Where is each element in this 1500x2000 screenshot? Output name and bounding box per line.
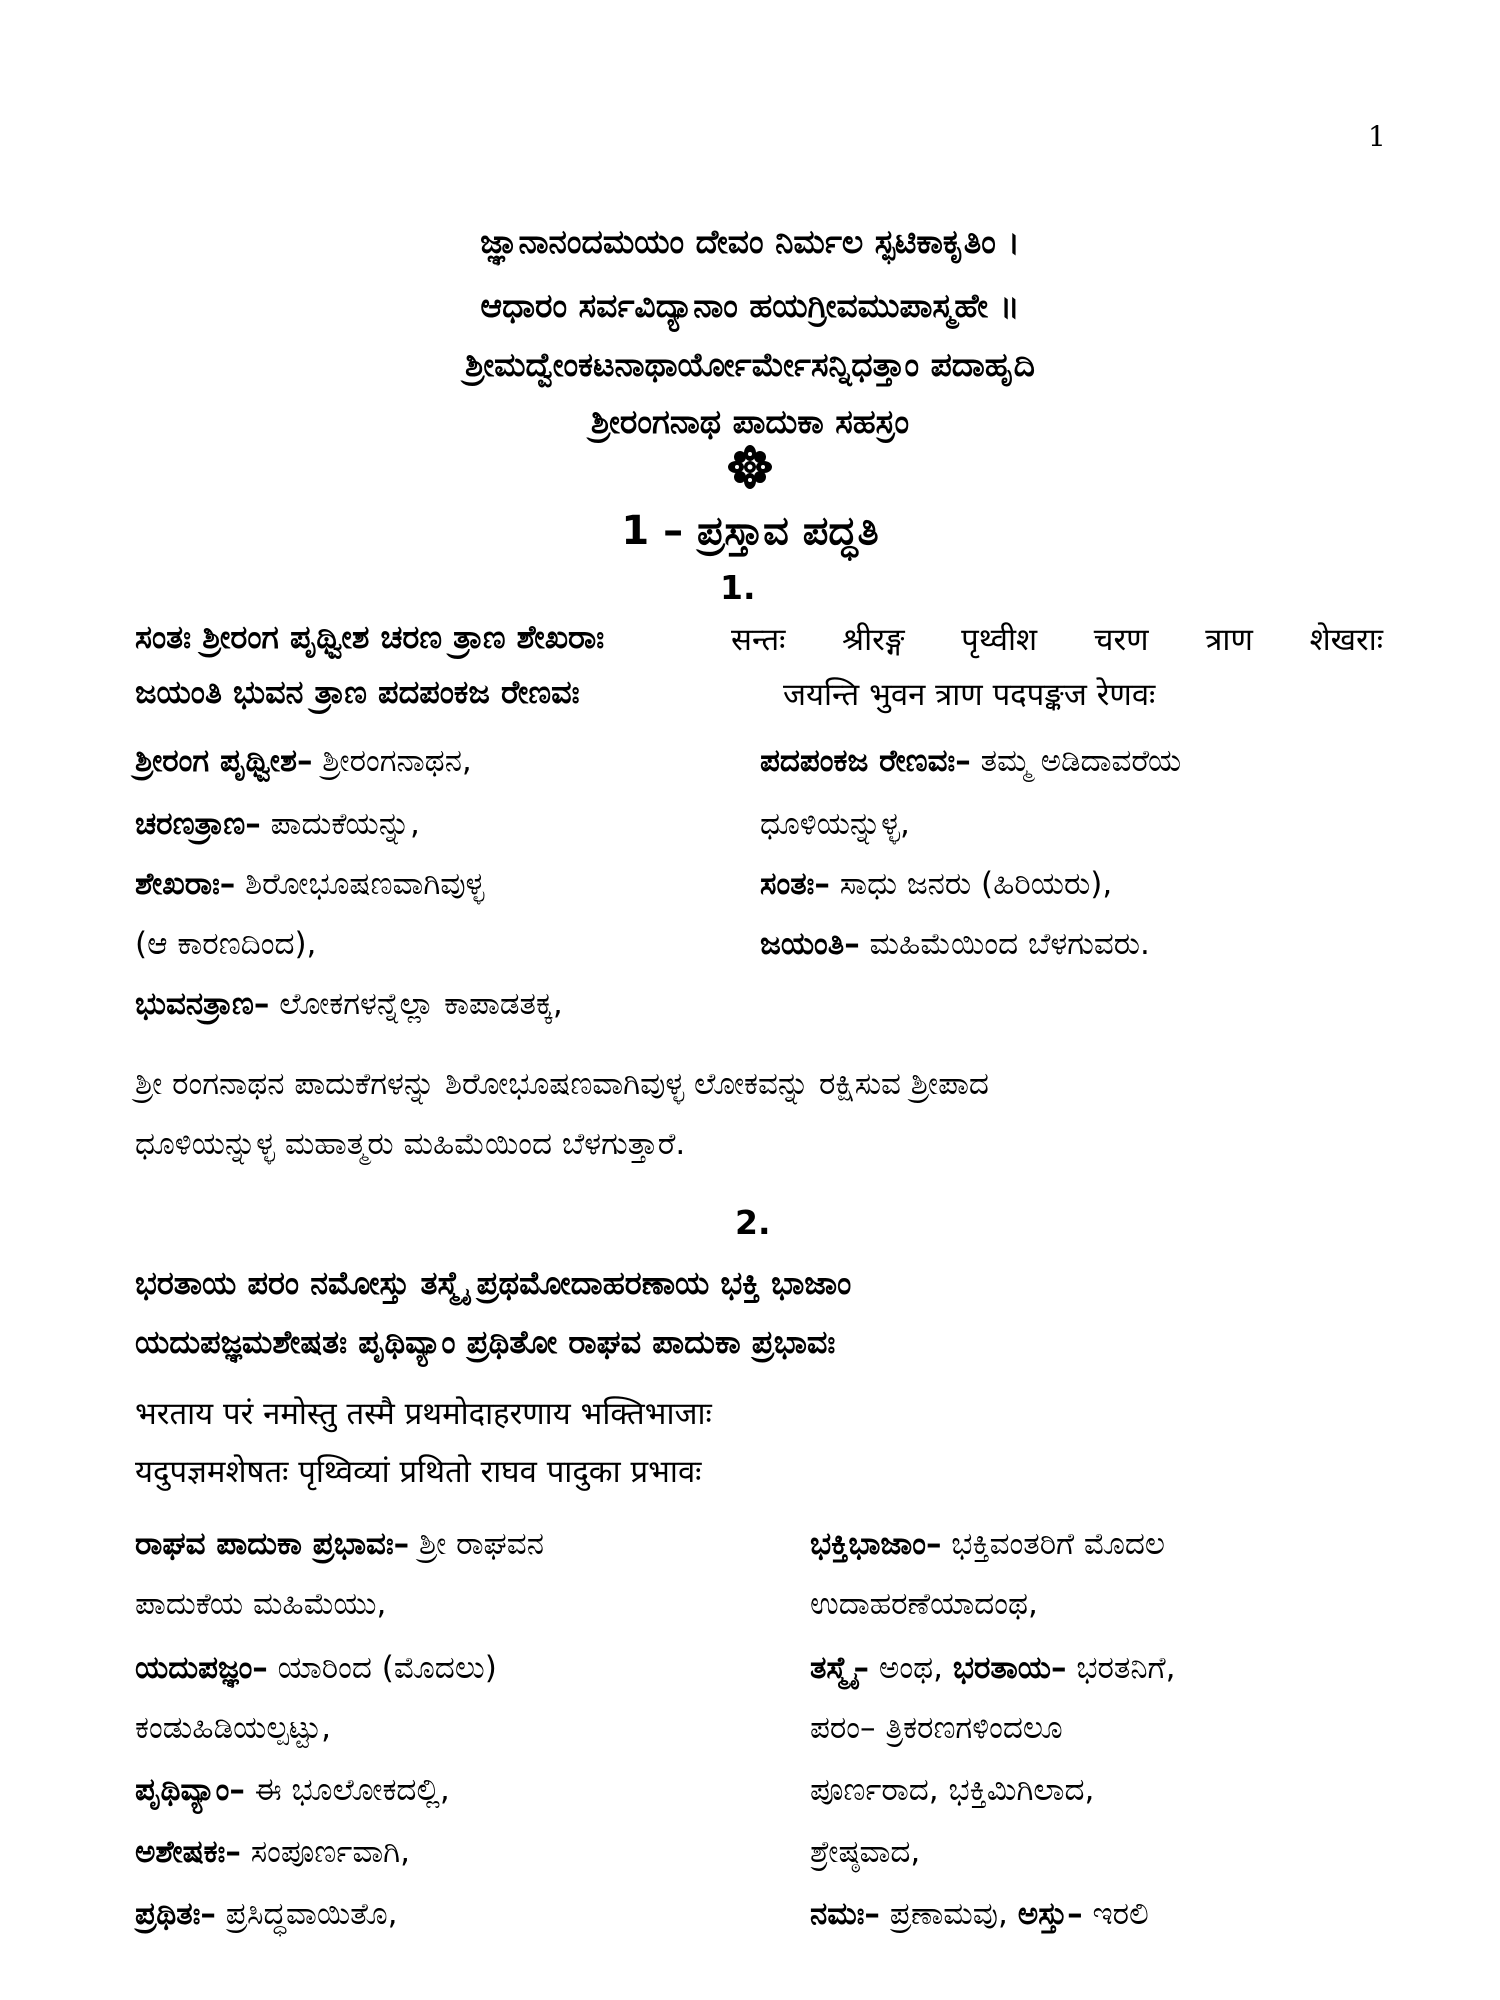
gloss-term: ಪೃಥಿವ್ಯಾಂ– xyxy=(135,1772,245,1808)
verse-2-devanagari-line-2: यदुपज्ञमशेषतः पृथ्विव्यां प्रथितो राघव पादुका प्रभावः xyxy=(135,1454,702,1490)
flower-ornament-icon xyxy=(728,445,772,489)
verse-2-gloss-right-6 xyxy=(810,1834,920,1871)
gloss-term: ಶ್ರೀರಂಗ ಪೃಥ್ವೀಶ– xyxy=(135,743,313,779)
gloss-text: ಧೂಳಿಯನ್ನುಳ್ಳ, xyxy=(760,806,910,842)
gloss-term: ಯದುಪಜ್ಞಂ– xyxy=(135,1650,268,1686)
gloss-text: ಪ್ರಣಾಮವು, xyxy=(879,1896,1018,1932)
gloss-text: ಮಹಿಮೆಯಿಂದ ಬೆಳಗುವರು. xyxy=(859,926,1150,962)
verse-2-gloss-right-1 xyxy=(810,1526,1165,1563)
verse-2-number: 2. xyxy=(735,1203,771,1242)
verse-1-kannada-line-2: ಜಯಂತಿ ಭುವನ ತ್ರಾಣ ಪದಪಂಕಜ ರೇಣವಃ xyxy=(135,673,580,711)
gloss-term: ಅಶೇಷಕಃ– xyxy=(135,1834,241,1870)
verse-2-gloss-left-5 xyxy=(135,1772,450,1809)
gloss-text: ಶಿರೋಭೂಷಣವಾಗಿವುಳ್ಳ xyxy=(235,866,485,902)
gloss-text: ಉದಾಹರಣೆಯಾದಂಥ, xyxy=(810,1586,1038,1622)
verse-1-gloss-right-4 xyxy=(760,926,1150,963)
gloss-text: ಶ್ರೇಷ್ಠವಾದ, xyxy=(810,1834,921,1870)
verse-2-gloss-right-7 xyxy=(810,1896,1149,1933)
gloss-term: ಚರಣತ್ರಾಣ– xyxy=(135,806,261,842)
gloss-text: ಯಾರಿಂದ (ಮೊದಲು) xyxy=(267,1650,497,1686)
gloss-text: ಪ್ರಸಿದ್ಧವಾಯಿತೊ, xyxy=(215,1896,398,1932)
verse-1-gloss-left-4 xyxy=(135,926,316,963)
gloss-text: ಅಂಥ, xyxy=(869,1650,953,1686)
verse-2-gloss-right-4 xyxy=(810,1710,1063,1747)
gloss-text: ಸಾಧು ಜನರು (ಹಿರಿಯರು), xyxy=(829,866,1113,902)
gloss-term: ಶೇಖರಾಃ– xyxy=(135,866,236,902)
gloss-text: ಪಾದುಕೆಯನ್ನು, xyxy=(260,806,420,842)
verse-1-gloss-left-1 xyxy=(135,743,472,780)
invocation-line-2: ಆಧಾರಂ ಸರ್ವವಿದ್ಯಾನಾಂ ಹಯಗ್ರೀವಮುಪಾಸ್ಮಹೇ ॥ xyxy=(480,286,1020,325)
gloss-text: ಶ್ರೀರಂಗನಾಥನ, xyxy=(312,743,472,779)
verse-1-gloss-right-3 xyxy=(760,866,1112,903)
gloss-text: ಲೋಕಗಳನ್ನೆಲ್ಲಾ ಕಾಪಾಡತಕ್ಕ, xyxy=(269,986,563,1022)
verse-2-kannada-line-2: ಯದುಪಜ್ಞಮಶೇಷತಃ ಪೃಥಿವ್ಯಾಂ ಪ್ರಥಿತೋ ರಾಘವ ಪಾದುಕಾ ಪ್ರಭಾವಃ xyxy=(135,1323,836,1361)
verse-2-gloss-left-3 xyxy=(135,1650,497,1687)
gloss-term: ಸಂತಃ– xyxy=(760,866,830,902)
verse-2-gloss-left-7 xyxy=(135,1896,397,1933)
section-title: 1 – ಪ್ರಸ್ತಾವ ಪದ್ಧತಿ xyxy=(621,508,879,554)
gloss-text: ಕಂಡುಹಿಡಿಯಲ್ಪಟ್ಟು, xyxy=(135,1710,331,1746)
gloss-text: ಪಾದುಕೆಯ ಮಹಿಮೆಯು, xyxy=(135,1586,387,1622)
verse-1-kannada-line-1: ಸಂತಃ ಶ್ರೀರಂಗ ಪೃಥ್ವೀಶ ಚರಣ ತ್ರಾಣ ಶೇಖರಾಃ xyxy=(135,618,605,656)
gloss-term: ಪ್ರಥಿತಃ– xyxy=(135,1896,216,1932)
verse-1-gloss-left-5 xyxy=(135,986,563,1023)
verse-2-gloss-left-6 xyxy=(135,1834,410,1871)
gloss-term: ಭರತಾಯ– xyxy=(952,1650,1067,1686)
gloss-text: ಸಂಪೂರ್ಣವಾಗಿ, xyxy=(240,1834,410,1870)
gloss-term: ಜಯಂತಿ– xyxy=(760,926,860,962)
invocation-line-4: ಶ್ರೀರಂಗನಾಥ ಪಾದುಕಾ ಸಹಸ್ರಂ xyxy=(590,402,910,441)
verse-1-number: 1. xyxy=(720,568,756,607)
verse-1-meaning-line-1: ಶ್ರೀ ರಂಗನಾಥನ ಪಾದುಕೆಗಳನ್ನು ಶಿರೋಭೂಷಣವಾಗಿವುಳ್ಳ ಲೋಕವನ್ನು ರಕ್ಷಿಸುವ ಶ್ರೀಪಾದ xyxy=(135,1066,989,1102)
gloss-term: ಭುವನತ್ರಾಣ– xyxy=(135,986,270,1022)
invocation-line-1: ಜ್ಞಾನಾನಂದಮಯಂ ದೇವಂ ನಿರ್ಮಲ ಸ್ಫಟಿಕಾಕೃತಿಂ । xyxy=(480,222,1020,261)
gloss-term: ಅಸ್ತು– xyxy=(1017,1896,1083,1932)
invocation-line-3: ಶ್ರೀಮದ್ವೇಂಕಟನಾಥಾರ್ಯೋರ್ಮೇಸನ್ನಿಧತ್ತಾಂ ಪದಾಹೃದಿ xyxy=(465,345,1035,384)
verse-2-gloss-right-5 xyxy=(810,1772,1094,1809)
gloss-term: ತಸ್ಮೈ– xyxy=(810,1650,870,1686)
verse-2-gloss-left-1 xyxy=(135,1526,544,1563)
gloss-text: ಭರತನಿಗೆ, xyxy=(1066,1650,1176,1686)
verse-1-gloss-right-1 xyxy=(760,743,1181,780)
verse-2-gloss-left-4 xyxy=(135,1710,331,1747)
page-number: 1 xyxy=(1368,120,1386,153)
verse-1-gloss-left-2 xyxy=(135,806,420,843)
verse-2-gloss-right-3 xyxy=(810,1650,1175,1687)
gloss-term: ಭಕ್ತಿಭಾಜಾಂ– xyxy=(810,1526,942,1562)
gloss-text: ಭಕ್ತಿವಂತರಿಗೆ ಮೊದಲ xyxy=(941,1526,1165,1562)
verse-1-gloss-right-2 xyxy=(760,806,910,843)
gloss-term: ನಮಃ– xyxy=(810,1896,880,1932)
verse-1-meaning-line-2: ಧೂಳಿಯನ್ನುಳ್ಳ ಮಹಾತ್ಮರು ಮಹಿಮೆಯಿಂದ ಬೆಳಗುತ್ತಾರೆ. xyxy=(135,1126,686,1162)
verse-2-kannada-line-1: ಭರತಾಯ ಪರಂ ನಮೋಸ್ತು ತಸ್ಮೈ ಪ್ರಥಮೋದಾಹರಣಾಯ ಭಕ್ತಿ ಭಾಜಾಂ xyxy=(135,1264,852,1302)
gloss-text: ಇರಲಿ xyxy=(1082,1896,1149,1932)
gloss-text: ತಮ್ಮ ಅಡಿದಾವರೆಯ xyxy=(970,743,1182,779)
verse-1-devanagari-line-2: जयन्ति भुवन त्राण पदपङ्कज रेणवः xyxy=(783,677,1156,713)
verse-2-gloss-right-2 xyxy=(810,1586,1038,1623)
gloss-text: ಶ್ರೀ ರಾಘವನ xyxy=(409,1526,544,1562)
gloss-text: ಈ ಭೂಲೋಕದಲ್ಲಿ, xyxy=(244,1772,450,1808)
verse-2-gloss-left-2 xyxy=(135,1586,386,1623)
gloss-text: ಪೂರ್ಣರಾದ, ಭಕ್ತಿಮಿಗಿಲಾದ, xyxy=(810,1772,1095,1808)
gloss-text: (ಆ ಕಾರಣದಿಂದ), xyxy=(135,926,317,962)
verse-1-gloss-left-3 xyxy=(135,866,484,903)
gloss-text: ಪರಂ– ತ್ರಿಕರಣಗಳಿಂದಲೂ xyxy=(810,1710,1063,1746)
gloss-term: ರಾಘವ ಪಾದುಕಾ ಪ್ರಭಾವಃ– xyxy=(135,1526,410,1562)
verse-2-devanagari-line-1: भरताय परं नमोस्तु तस्मै प्रथमोदाहरणाय भक्तिभाजाः xyxy=(135,1396,712,1432)
verse-1-devanagari-line-1: सन्तः श्रीरङ्ग पृथ्वीश चरण त्राण शेखराः xyxy=(731,622,1383,658)
gloss-term: ಪದಪಂಕಜ ರೇಣವಃ– xyxy=(760,743,971,779)
